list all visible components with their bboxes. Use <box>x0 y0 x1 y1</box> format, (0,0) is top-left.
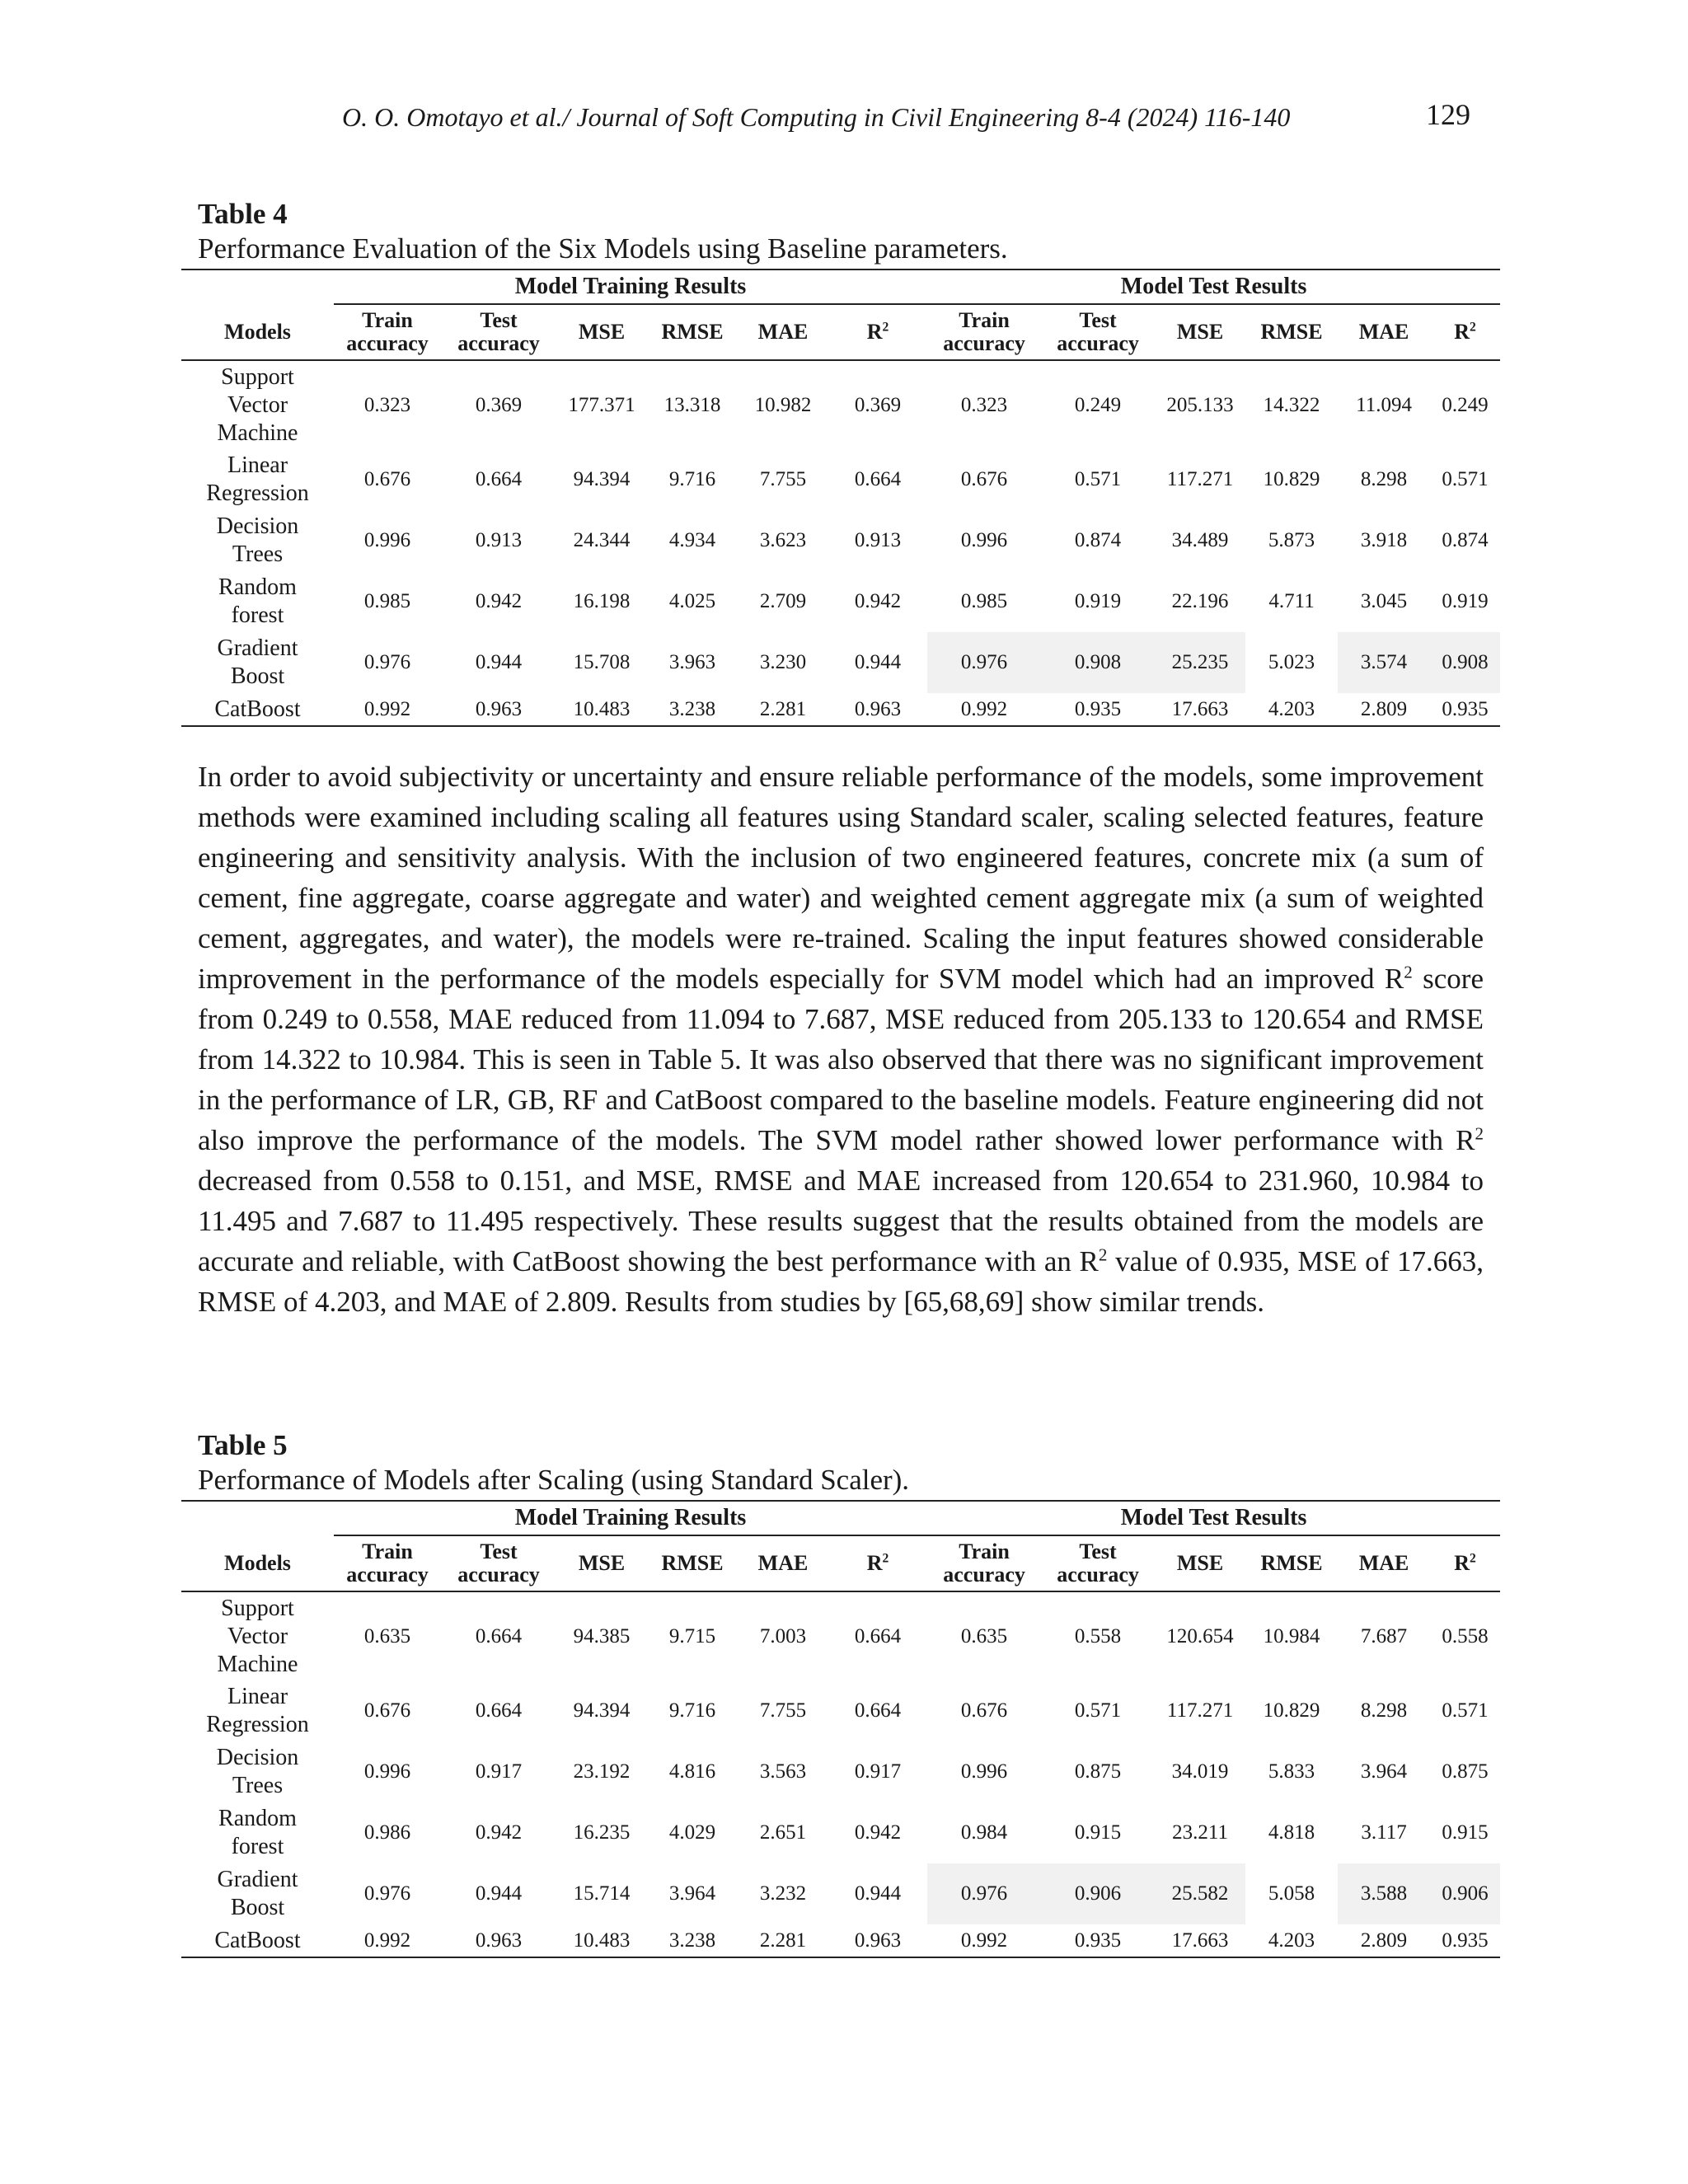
value-cell: 0.963 <box>441 693 556 726</box>
value-cell: 3.563 <box>759 1760 807 1783</box>
model-name-cell: Gradient Boost <box>217 635 298 689</box>
value-cell: 0.944 <box>475 1882 523 1905</box>
value-cell: 0.917 <box>475 1760 523 1783</box>
value-cell: 16.198 <box>573 590 631 612</box>
value-cell: 0.676 <box>363 468 411 490</box>
value-cell: 0.992 <box>334 1924 441 1957</box>
value-cell: 0.935 <box>1041 1924 1155 1957</box>
value-cell: 0.976 <box>363 1882 411 1905</box>
value-cell: 0.635 <box>960 1624 1008 1647</box>
table-4-label: Table 4 <box>198 198 288 230</box>
value-cell: 0.676 <box>363 1699 411 1722</box>
col-test-accuracy: Test accuracy <box>441 304 556 360</box>
value-cell: 2.651 <box>759 1821 807 1844</box>
col-test-accuracy: Test accuracy <box>441 1535 556 1591</box>
value-cell: 0.996 <box>363 529 411 551</box>
value-cell: 0.571 <box>1442 1699 1489 1722</box>
value-cell: 4.934 <box>668 529 716 551</box>
value-cell: 0.571 <box>1074 1699 1122 1722</box>
model-name-cell: Support Vector Machine <box>217 363 298 446</box>
col-r2: $R^2$ <box>1430 304 1500 360</box>
value-cell: 0.963 <box>828 1924 927 1957</box>
col-train-accuracy: Train accuracy <box>334 1535 441 1591</box>
col-rmse: RMSE <box>647 1535 738 1591</box>
value-cell: 0.249 <box>1442 393 1489 416</box>
value-cell: 3.230 <box>759 651 807 673</box>
col-models: Models <box>181 304 334 360</box>
table-row <box>181 449 1500 510</box>
value-cell: 5.058 <box>1268 1882 1315 1905</box>
value-cell: 0.944 <box>475 651 523 673</box>
value-cell: 0.874 <box>1442 529 1489 551</box>
model-name-cell: Gradient Boost <box>217 1867 298 1920</box>
value-cell: 0.976 <box>927 1863 1041 1924</box>
value-cell: 94.394 <box>573 1699 631 1722</box>
value-cell: 0.874 <box>1074 529 1122 551</box>
value-cell: 0.963 <box>441 1924 556 1957</box>
value-cell: 0.664 <box>475 1699 523 1722</box>
table-4-group-header <box>181 269 1500 304</box>
model-name-cell: Decision Trees <box>216 513 299 567</box>
running-head-citation: O. O. Omotayo et al./ Journal of Soft Computing in Civil Engineering 8-4 (2024) 116-140 <box>342 102 1291 132</box>
value-cell: 24.344 <box>573 529 631 551</box>
value-cell: 0.913 <box>475 529 523 551</box>
col-r2: $R^2$ <box>828 304 927 360</box>
value-cell: 15.714 <box>573 1882 631 1905</box>
col-test-accuracy: Test accuracy <box>1041 304 1155 360</box>
value-cell: 11.094 <box>1356 393 1412 416</box>
value-cell: 3.238 <box>647 1924 738 1957</box>
value-cell: 177.371 <box>568 393 635 416</box>
model-name-cell: Random forest <box>218 1806 297 1859</box>
value-cell: 0.985 <box>363 590 411 612</box>
training-results-header: Model Training Results <box>334 269 927 304</box>
value-cell: 3.588 <box>1338 1863 1430 1924</box>
col-rmse: RMSE <box>647 304 738 360</box>
value-cell: 0.664 <box>854 468 902 490</box>
value-cell: 25.235 <box>1155 632 1245 693</box>
value-cell: 0.635 <box>363 1624 411 1647</box>
value-cell: 34.019 <box>1171 1760 1229 1783</box>
value-cell: 10.982 <box>754 393 812 416</box>
value-cell: 10.829 <box>1263 1699 1320 1722</box>
running-head <box>0 97 1688 138</box>
value-cell: 4.203 <box>1245 1924 1338 1957</box>
value-cell: 0.369 <box>475 393 523 416</box>
value-cell: 2.809 <box>1338 693 1430 726</box>
test-results-header: Model Test Results <box>927 1501 1500 1535</box>
value-cell: 2.709 <box>759 590 807 612</box>
value-cell: 0.875 <box>1442 1760 1489 1783</box>
value-cell: 15.708 <box>573 651 631 673</box>
table-5 <box>181 1500 1500 1958</box>
value-cell: 0.369 <box>854 393 902 416</box>
col-mae: MAE <box>1338 304 1430 360</box>
value-cell: 5.833 <box>1268 1760 1315 1783</box>
value-cell: 0.908 <box>1041 632 1155 693</box>
value-cell: 3.045 <box>1360 590 1408 612</box>
value-cell: 0.942 <box>854 590 902 612</box>
model-name-cell: Linear Regression <box>206 452 309 506</box>
model-name-cell: CatBoost <box>181 1924 334 1957</box>
value-cell: 0.942 <box>854 1821 902 1844</box>
col-models: Models <box>181 1535 334 1591</box>
value-cell: 0.664 <box>854 1699 902 1722</box>
value-cell: 0.908 <box>1430 632 1500 693</box>
table-5-column-header <box>181 1535 1500 1591</box>
table-row <box>181 1802 1500 1863</box>
col-mse: MSE <box>1155 304 1245 360</box>
value-cell: 0.676 <box>960 468 1008 490</box>
col-mse: MSE <box>1155 1535 1245 1591</box>
table-4-column-header <box>181 304 1500 360</box>
training-results-header: Model Training Results <box>334 1501 927 1535</box>
value-cell: 0.963 <box>828 693 927 726</box>
test-results-header: Model Test Results <box>927 269 1500 304</box>
value-cell: 0.558 <box>1442 1624 1489 1647</box>
value-cell: 0.996 <box>960 1760 1008 1783</box>
value-cell: 7.687 <box>1360 1624 1408 1647</box>
value-cell: 117.271 <box>1166 468 1234 490</box>
value-cell: 23.192 <box>573 1760 631 1783</box>
body-paragraph: In order to avoid subjectivity or uncertainty and ensure reliable performance of the models, some improvement methods were examined including scaling all features using Standard scaler, scaling selected features, feature engineering and sensitivity analysis. With the inclusion of two engineered features, concrete mix (a sum of cement, fine aggregate, coarse aggregate and water) and weighted cement aggregate mix (a sum of weighted cement, aggregates, and water), the models were re-trained. Scaling the input features showed considerable improvement in the performance of the models especially for SVM model which had an improved $R^2$ score from 0.249 to 0.558, MAE reduced from 11.094 to 7.687, MSE reduced from 205.133 to 120.654 and RMSE from 14.322 to 10.984. This is seen in Table 5. It was also observed that there was no significant improvement in the performance of LR, GB, RF and CatBoost compared to the baseline models. Feature engineering did not also improve the performance of the models. The SVM model rather showed lower performance with $R^2$ decreased from 0.558 to 0.151, and MSE, RMSE and MAE increased from 120.654 to 231.960, 10.984 to 11.495 and 7.687 to 11.495 respectively. These results suggest that the results obtained from the models are accurate and reliable, with CatBoost showing the best performance with an $R^2$ value of 0.935, MSE of 17.663, RMSE of 4.203, and MAE of 2.809. Results from studies by [65,68,69] show similar trends. <box>198 761 1484 1318</box>
value-cell: 16.235 <box>573 1821 631 1844</box>
value-cell: 4.029 <box>668 1821 716 1844</box>
value-cell: 9.715 <box>668 1624 716 1647</box>
table-4-body <box>181 360 1500 726</box>
value-cell: 3.574 <box>1338 632 1430 693</box>
value-cell: 0.915 <box>1074 1821 1122 1844</box>
value-cell: 0.986 <box>363 1821 411 1844</box>
value-cell: 0.992 <box>927 693 1041 726</box>
value-cell: 0.919 <box>1442 590 1489 612</box>
model-name-cell: Linear Regression <box>206 1684 309 1737</box>
col-mae: MAE <box>1338 1535 1430 1591</box>
value-cell: 0.558 <box>1074 1624 1122 1647</box>
value-cell: 0.976 <box>927 632 1041 693</box>
table-row <box>181 360 1500 449</box>
value-cell: 3.232 <box>759 1882 807 1905</box>
value-cell: 0.935 <box>1430 1924 1500 1957</box>
value-cell: 205.133 <box>1166 393 1234 416</box>
value-cell: 10.483 <box>556 1924 647 1957</box>
table-row <box>181 693 1500 726</box>
table-5-body <box>181 1591 1500 1957</box>
value-cell: 2.281 <box>738 693 828 726</box>
table-row <box>181 571 1500 632</box>
value-cell: 0.913 <box>854 529 902 551</box>
value-cell: 25.582 <box>1155 1863 1245 1924</box>
value-cell: 0.664 <box>475 1624 523 1647</box>
col-rmse: RMSE <box>1245 1535 1338 1591</box>
value-cell: 0.992 <box>927 1924 1041 1957</box>
value-cell: 17.663 <box>1155 693 1245 726</box>
table-row <box>181 510 1500 571</box>
value-cell: 0.917 <box>854 1760 902 1783</box>
value-cell: 4.711 <box>1268 590 1315 612</box>
value-cell: 3.964 <box>1360 1760 1408 1783</box>
page-number: 129 <box>1426 98 1470 131</box>
table-row <box>181 1591 1500 1680</box>
table-5-label: Table 5 <box>198 1429 288 1461</box>
col-train-accuracy: Train accuracy <box>927 1535 1041 1591</box>
value-cell: 0.571 <box>1074 468 1122 490</box>
value-cell: 0.323 <box>960 393 1008 416</box>
value-cell: 34.489 <box>1171 529 1229 551</box>
table-4 <box>181 269 1500 727</box>
col-rmse: RMSE <box>1245 304 1338 360</box>
col-r2: $R^2$ <box>828 1535 927 1591</box>
table-row <box>181 1680 1500 1741</box>
value-cell: 22.196 <box>1171 590 1229 612</box>
value-cell: 0.942 <box>475 590 523 612</box>
value-cell: 3.117 <box>1361 1821 1407 1844</box>
value-cell: 94.394 <box>573 468 631 490</box>
col-test-accuracy: Test accuracy <box>1041 1535 1155 1591</box>
value-cell: 0.935 <box>1041 693 1155 726</box>
value-cell: 0.676 <box>960 1699 1008 1722</box>
col-mse: MSE <box>556 304 647 360</box>
model-name-cell: CatBoost <box>181 693 334 726</box>
value-cell: 0.944 <box>854 651 902 673</box>
value-cell: 4.818 <box>1268 1821 1315 1844</box>
value-cell: 4.203 <box>1245 693 1338 726</box>
value-cell: 2.281 <box>738 1924 828 1957</box>
table-5-caption: Performance of Models after Scaling (using Standard Scaler). <box>198 1464 910 1496</box>
col-train-accuracy: Train accuracy <box>334 304 441 360</box>
value-cell: 94.385 <box>573 1624 631 1647</box>
value-cell: 0.944 <box>854 1882 902 1905</box>
table-row <box>181 1924 1500 1957</box>
table-row <box>181 1863 1500 1924</box>
value-cell: 0.985 <box>960 590 1008 612</box>
value-cell: 9.716 <box>668 1699 716 1722</box>
value-cell: 0.942 <box>475 1821 523 1844</box>
value-cell: 0.919 <box>1074 590 1122 612</box>
value-cell: 10.829 <box>1263 468 1320 490</box>
value-cell: 0.906 <box>1041 1863 1155 1924</box>
value-cell: 0.875 <box>1074 1760 1122 1783</box>
table-4-caption: Performance Evaluation of the Six Models using Baseline parameters. <box>198 232 1008 265</box>
value-cell: 10.483 <box>556 693 647 726</box>
value-cell: 5.023 <box>1268 651 1315 673</box>
value-cell: 3.238 <box>647 693 738 726</box>
value-cell: 3.623 <box>759 529 807 551</box>
value-cell: 13.318 <box>663 393 721 416</box>
model-name-cell: Random forest <box>218 574 297 628</box>
value-cell: 0.249 <box>1074 393 1122 416</box>
col-mse: MSE <box>556 1535 647 1591</box>
value-cell: 8.298 <box>1360 1699 1408 1722</box>
value-cell: 9.716 <box>668 468 716 490</box>
value-cell: 0.996 <box>363 1760 411 1783</box>
value-cell: 7.003 <box>759 1624 807 1647</box>
value-cell: 120.654 <box>1166 1624 1234 1647</box>
col-mae: MAE <box>738 304 828 360</box>
value-cell: 7.755 <box>759 468 807 490</box>
value-cell: 0.984 <box>960 1821 1008 1844</box>
value-cell: 0.906 <box>1430 1863 1500 1924</box>
value-cell: 0.571 <box>1442 468 1489 490</box>
value-cell: 0.996 <box>960 529 1008 551</box>
value-cell: 17.663 <box>1155 1924 1245 1957</box>
value-cell: 0.323 <box>363 393 411 416</box>
value-cell: 8.298 <box>1360 468 1408 490</box>
value-cell: 0.664 <box>854 1624 902 1647</box>
value-cell: 0.992 <box>334 693 441 726</box>
value-cell: 23.211 <box>1172 1821 1228 1844</box>
value-cell: 4.025 <box>668 590 716 612</box>
value-cell: 7.755 <box>759 1699 807 1722</box>
value-cell: 0.664 <box>475 468 523 490</box>
model-name-cell: Support Vector Machine <box>217 1595 298 1677</box>
value-cell: 5.873 <box>1268 529 1315 551</box>
value-cell: 2.809 <box>1338 1924 1430 1957</box>
col-r2: $R^2$ <box>1430 1535 1500 1591</box>
value-cell: 4.816 <box>668 1760 716 1783</box>
table-row <box>181 632 1500 693</box>
value-cell: 117.271 <box>1166 1699 1234 1722</box>
value-cell: 0.915 <box>1442 1821 1489 1844</box>
value-cell: 3.963 <box>668 651 716 673</box>
value-cell: 14.322 <box>1263 393 1320 416</box>
table-5-group-header <box>181 1501 1500 1535</box>
value-cell: 10.984 <box>1263 1624 1320 1647</box>
model-name-cell: Decision Trees <box>216 1745 299 1798</box>
value-cell: 0.976 <box>363 651 411 673</box>
value-cell: 0.935 <box>1430 693 1500 726</box>
col-train-accuracy: Train accuracy <box>927 304 1041 360</box>
table-row <box>181 1741 1500 1802</box>
value-cell: 3.964 <box>668 1882 716 1905</box>
col-mae: MAE <box>738 1535 828 1591</box>
value-cell: 3.918 <box>1360 529 1408 551</box>
